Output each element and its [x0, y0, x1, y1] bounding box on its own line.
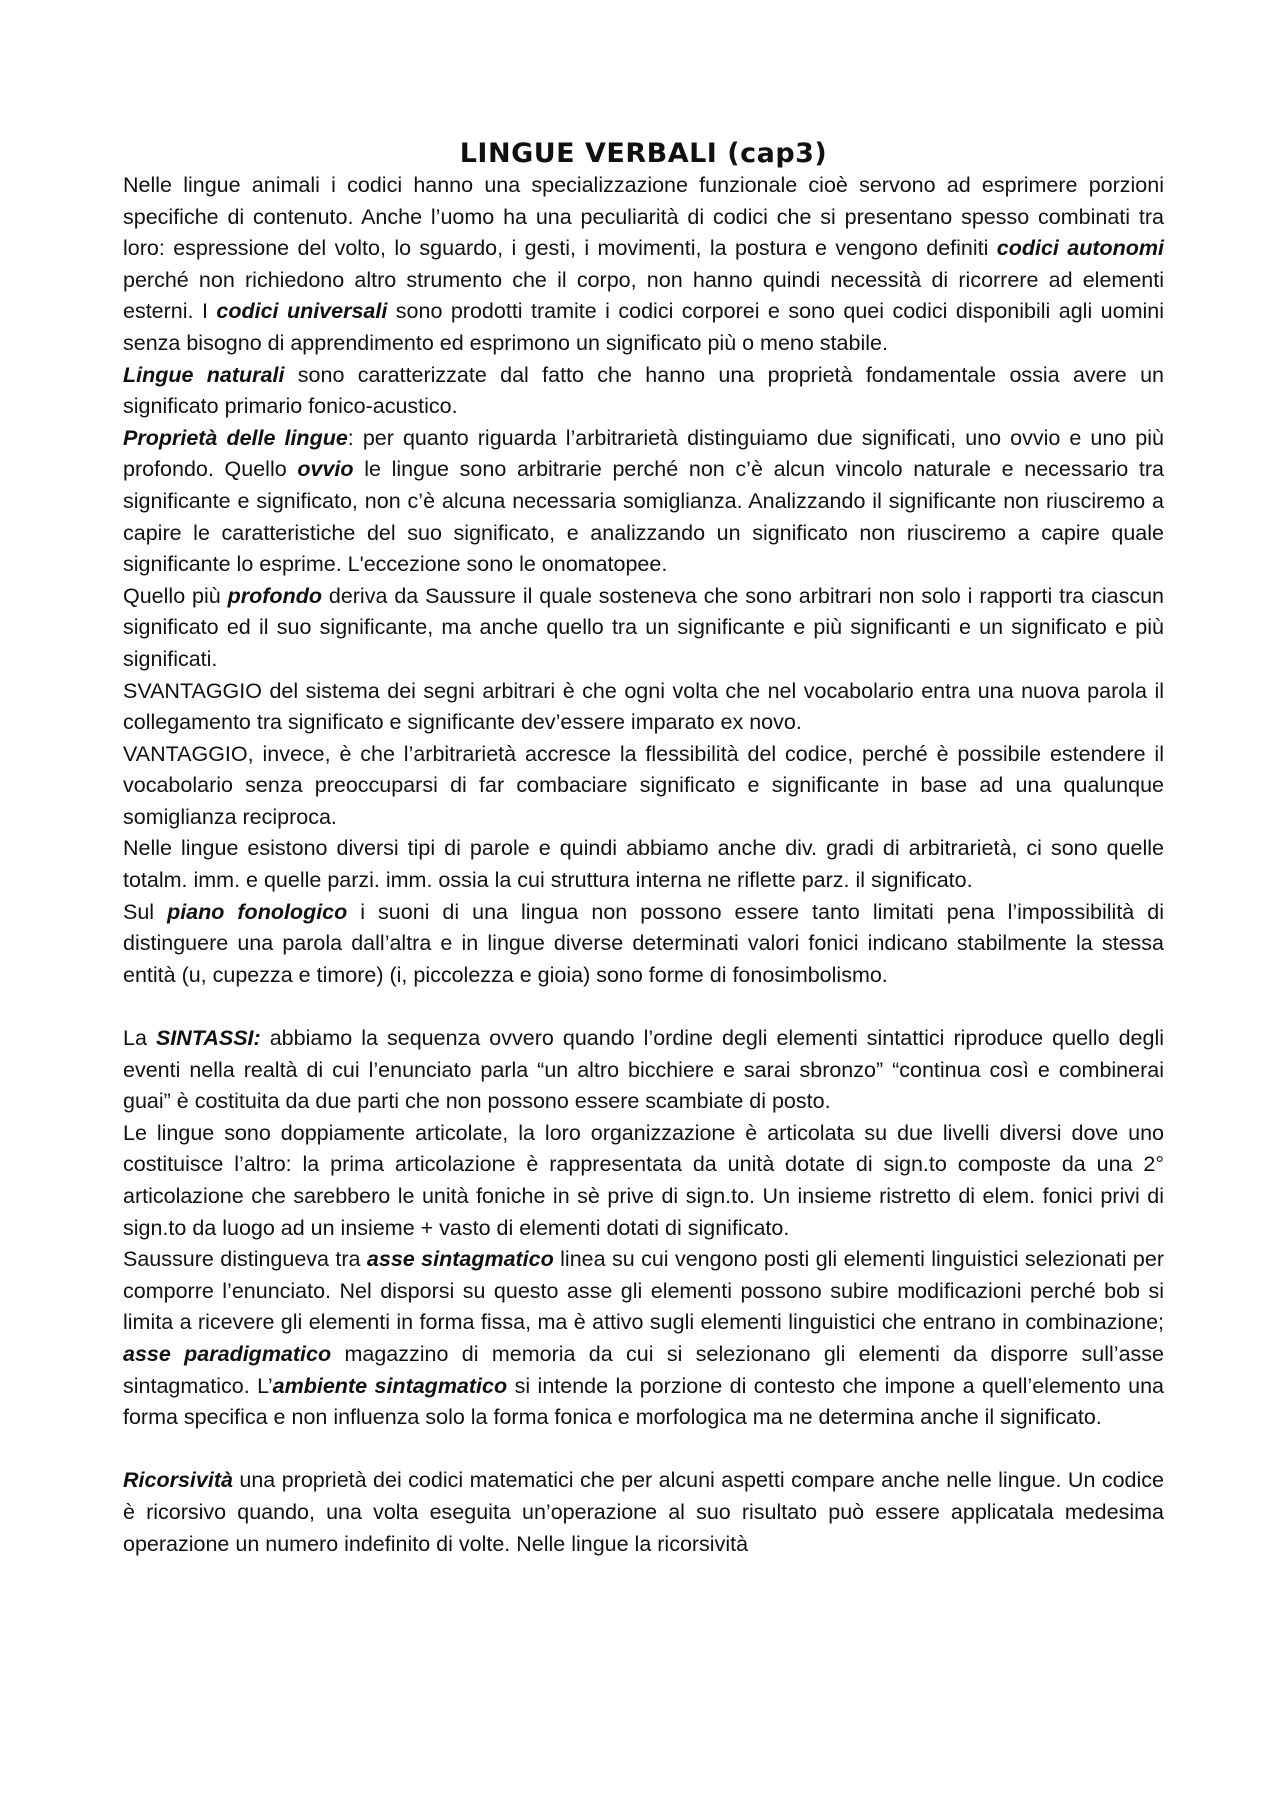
- paragraph-proprieta: [123, 423, 1164, 581]
- text-span: sono prodotti tramite i codici corporei e sono quei codici disponibili agli uomini senza bisogno di apprendimento ed esprimono un significato più o meno stabile.: [123, 299, 1164, 355]
- text-span: magazzino di memoria da cui si selezionano gli elementi da disporre sull’asse sintagmatico. L’: [123, 1341, 1164, 1398]
- text-span: Quello più: [123, 583, 228, 608]
- paragraph-doppia-articolazione: [123, 1118, 1164, 1244]
- document-page: [123, 138, 1164, 1560]
- paragraph-spacer: [123, 1434, 1164, 1466]
- text-span: : per quanto riguarda l’arbitrarietà distinguiamo due significati, uno ovvio e uno più profondo. Quello: [123, 425, 1164, 482]
- text-span: abbiamo la sequenza ovvero quando l’ordine degli elementi sintattici riproduce quello degli eventi nella realtà di cui l’enunciato parla “un altro bicchiere e sarai sbronzo” “continua così e combinerai guai” è costituita da due parti che non possono essere scambiate di posto.: [123, 1026, 1165, 1114]
- term-piano-fonologico: piano fonologico: [167, 899, 348, 924]
- text-span: Sul: [123, 899, 168, 924]
- term-asse-paradigmatico: asse paradigmatico: [123, 1341, 332, 1366]
- paragraph-ricorsivita: [123, 1465, 1164, 1560]
- paragraph-svantaggio: [123, 676, 1164, 739]
- text-span: SVANTAGGIO del sistema dei segni arbitrari è che ogni volta che nel vocabolario entra una nuova parola il collegamento tra significato e significante dev’essere imparato ex novo.: [123, 678, 1164, 735]
- paragraph-codici: [123, 170, 1164, 360]
- term-ovvio: ovvio: [297, 457, 354, 482]
- text-span: i suoni di una lingua non possono essere tanto limitati pena l’impossibilità di distinguere una parola dall’altra e in lingue diverse determinati valori fonici indicano stabilmente la stessa entità (u, cupezza e timore) (i, piccolezza e gioia) sono forme di fonosimbolismo.: [123, 899, 1164, 987]
- text-span: deriva da Saussure il quale sosteneva che sono arbitrari non solo i rapporti tra ciascun significato ed il suo significante, ma anche quello tra un significante e più significanti e un significato e più significati.: [123, 583, 1164, 671]
- text-span: La: [123, 1026, 156, 1051]
- text-span: le lingue sono arbitrarie perché non c’è alcun vincolo naturale e necessario tra significante e significato, non c’è alcuna necessaria somiglianza. Analizzando il significante non riusciremo a capire le caratteristiche del suo significato, e analizzando un significato non riusciremo a capire quale significante lo esprime. L'eccezione sono le onomatopee.: [123, 457, 1164, 577]
- term-proprieta-delle-lingue: Proprietà delle lingue: [123, 425, 348, 450]
- text-span: linea su cui vengono posti gli elementi linguistici selezionati per comporre l’enunciato. Nel disporsi su questo asse gli elementi possono subire modificazioni perché bob si limita a ricevere gli elementi in forma fissa, ma è attivo sugli elementi linguistici che entrano in combinazione;: [123, 1247, 1164, 1335]
- term-profondo: profondo: [227, 583, 322, 608]
- paragraph-lingue-naturali: [123, 360, 1164, 423]
- text-span: sono caratterizzate dal fatto che hanno una proprietà fondamentale ossia avere un significato primario fonico-acustico.: [123, 362, 1164, 419]
- document-title: LINGUE VERBALI (cap3): [459, 138, 828, 169]
- paragraph-spacer: [123, 991, 1164, 1023]
- text-span: Saussure distingueva tra: [123, 1247, 367, 1272]
- term-sintassi: SINTASSI:: [155, 1026, 261, 1051]
- term-lingue-naturali: Lingue naturali: [123, 362, 285, 387]
- term-codici-universali: codici universali: [216, 299, 388, 324]
- text-span: si intende la porzione di contesto che impone a quell’elemento una forma specifica e non influenza solo la forma fonica e morfologica ma ne determina anche il significato.: [123, 1373, 1164, 1430]
- paragraph-sintassi: [123, 1023, 1164, 1118]
- text-span: perché non richiedono altro strumento che il corpo, non hanno quindi necessità di ricorrere ad elementi esterni. I: [123, 267, 1164, 324]
- paragraph-vantaggio: [123, 739, 1164, 834]
- paragraph-tipi-di-parole: [123, 833, 1164, 896]
- text-span: una proprietà dei codici matematici che per alcuni aspetti compare anche nelle lingue. Un codice è ricorsivo quando, una volta eseguita un’operazione al suo risultato può essere applicatala medesima operazione un numero indefinito di volte. Nelle lingue la ricorsività: [123, 1468, 1164, 1556]
- term-ricorsivita: Ricorsività: [123, 1468, 233, 1493]
- paragraph-profondo: [123, 581, 1164, 676]
- term-codici-autonomi: codici autonomi: [996, 236, 1165, 261]
- text-span: VANTAGGIO, invece, è che l’arbitrarietà accresce la flessibilità del codice, perché è possibile estendere il vocabolario senza preoccuparsi di far combaciare significato e significante in base ad una qualunque somiglianza reciproca.: [123, 741, 1164, 829]
- paragraph-piano-fonologico: [123, 897, 1164, 992]
- term-ambiente-sintagmatico: ambiente sintagmatico: [272, 1373, 508, 1398]
- term-asse-sintagmatico: asse sintagmatico: [366, 1247, 554, 1272]
- text-span: Nelle lingue esistono diversi tipi di parole e quindi abbiamo anche div. gradi di arbitrarietà, ci sono quelle totalm. imm. e quelle parzi. imm. ossia la cui struttura interna ne riflette parz. il significato.: [123, 836, 1164, 893]
- paragraph-assi: [123, 1244, 1164, 1434]
- text-span: Le lingue sono doppiamente articolate, la loro organizzazione è articolata su due livelli diversi dove uno costituisce l’altro: la prima articolazione è rappresentata da unità dotate di sign.to composte da una 2° articolazione che sarebbero le unità foniche in sè prive di sign.to. Un insieme ristretto di elem. fonici privi di sign.to da luogo ad un insieme + vasto di elementi dotati di significato.: [123, 1120, 1164, 1240]
- text-span: Nelle lingue animali i codici hanno una specializzazione funzionale cioè servono ad esprimere porzioni specifiche di contenuto. Anche l’uomo ha una peculiarità di codici che si presentano spesso combinati tra loro: espressione del volto, lo sguardo, i gesti, i movimenti, la postura e vengono definiti: [123, 173, 1164, 261]
